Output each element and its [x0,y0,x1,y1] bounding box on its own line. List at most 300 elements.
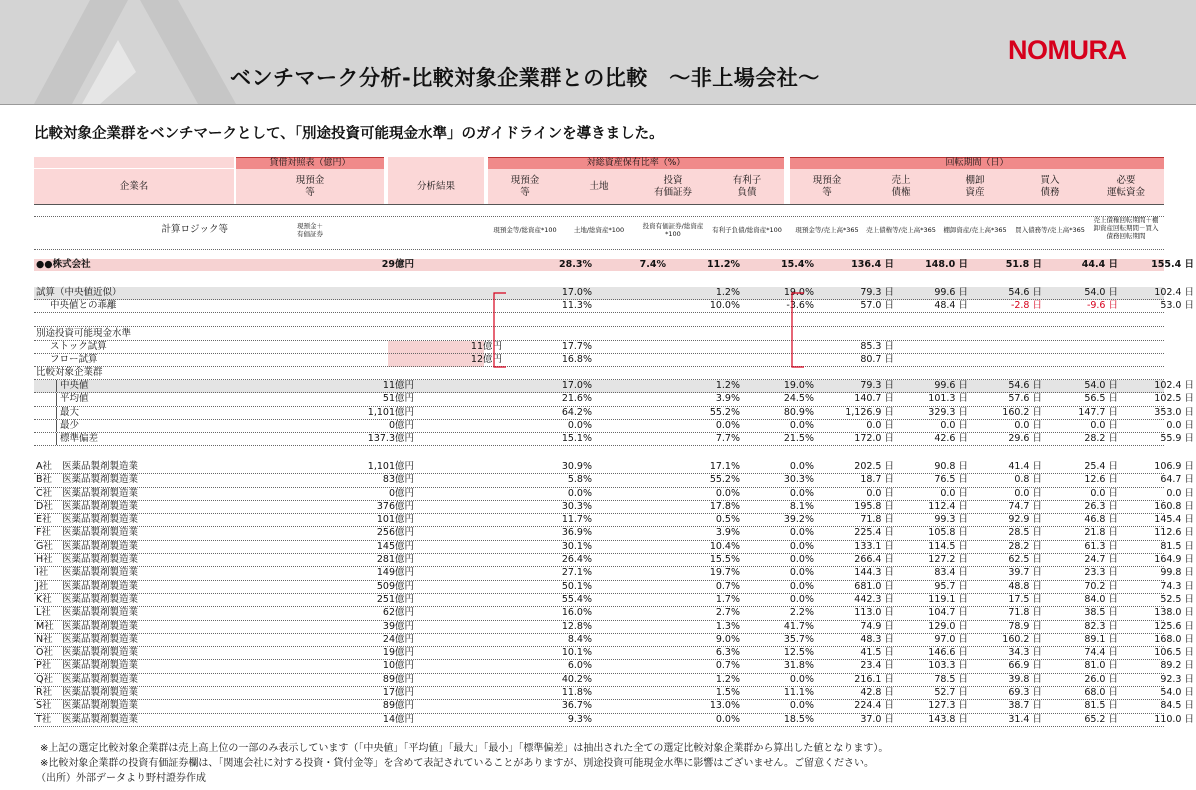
cell-t-inv: 69.3 日 [1008,687,1042,699]
cell-cash: 0億円 [388,487,414,499]
target-r-cash: 28.3% [559,259,592,270]
cell-t-ap: 23.3 日 [1084,567,1118,579]
cell-t-ar: 143.8 日 [928,713,968,725]
dev-t-cash: 57.0 日 [860,300,894,311]
target-t-inv: 51.8 日 [1005,259,1042,270]
cell-t-ar: 101.3 日 [928,393,968,405]
cell-cash: 376億円 [376,500,414,512]
cell-t-cash: 140.7 日 [854,393,894,405]
trial-t-ar: 99.6 日 [934,287,968,298]
cell-t-wc: 110.0 日 [1154,713,1194,725]
cell-t-ap: 0.0 日 [1090,419,1118,431]
stats-block [34,380,1194,446]
cell-r-cash: 6.0% [567,660,592,672]
trial-t-wc: 102.4 日 [1154,287,1194,298]
stat-name: 標準偏差 [60,433,99,445]
cell-cash: 17億円 [382,687,414,699]
cell-t-wc: 74.3 日 [1160,580,1194,592]
company-id: Q社 [36,673,53,685]
company-row [34,620,1194,634]
cell-r-sec: 2.7% [715,607,740,619]
cell-t-ar: 127.3 日 [928,700,968,712]
cell-t-ar: 119.1 日 [928,593,968,605]
cell-t-cash: 216.1 日 [854,673,894,685]
cell-cash: 62億円 [382,607,414,619]
cell-t-ar: 95.7 日 [934,580,968,592]
cell-r-cash: 15.1% [561,433,592,445]
cell-r-debt: 0.0% [789,554,814,566]
footnote-2: ※比較対象企業群の投資有価証券欄は、「関連会社に対する投資・貸付金等」を含めて表記されていることがありますが、別途投資可能現金水準に影響はございません。ご留意ください。 [40,758,874,769]
cell-t-cash: 37.0 日 [860,713,894,725]
cell-t-inv: 41.4 日 [1008,461,1042,472]
cell-t-ar: 76.5 日 [934,474,968,486]
cell-r-cash: 30.1% [561,540,592,552]
cell-r-debt: 12.5% [783,647,814,659]
logic-label: 計算ロジック等 [161,224,228,235]
cell-t-ap: 56.5 日 [1084,393,1118,405]
cell-r-cash: 55.4% [561,593,592,605]
company-industry: 医薬品製剤製造業 [62,647,139,659]
company-row [34,540,1194,554]
cell-cash: 24億円 [382,633,414,645]
cell-r-sec: 0.0% [715,419,740,431]
company-id: D社 [36,500,53,512]
company-id: B社 [36,474,53,486]
stat-row [34,406,1194,420]
target-t-cash: 136.4 日 [851,259,894,270]
cell-t-inv: 0.8 日 [1014,474,1042,486]
cell-t-wc: 164.9 日 [1154,554,1194,566]
cell-t-wc: 102.5 日 [1154,393,1194,405]
cell-t-ap: 54.0 日 [1084,380,1118,391]
cell-t-ap: 24.7 日 [1084,554,1118,566]
target-name: ●●株式会社 [36,259,91,270]
stat-row [34,433,1194,446]
company-row [34,580,1194,594]
cell-r-debt: 18.5% [783,713,814,725]
cell-t-inv: 160.2 日 [1002,406,1042,418]
cell-r-cash: 0.0% [567,419,592,431]
cell-t-wc: 89.2 日 [1160,660,1194,672]
cell-cash: 1,101億円 [367,461,414,472]
cell-cash: 145億円 [376,540,414,552]
company-industry: 医薬品製剤製造業 [62,700,139,712]
cell-t-ar: 99.3 日 [934,514,968,526]
cell-t-inv: 31.4 日 [1008,713,1042,725]
trial-r-cash: 17.0% [561,287,592,298]
peer-name: 比較対象企業群 [36,367,103,378]
cell-t-cash: 79.3 日 [860,380,894,391]
cell-r-cash: 9.3% [567,713,592,725]
cell-t-wc: 125.6 日 [1154,620,1194,632]
company-industry: 医薬品製剤製造業 [62,554,139,566]
cell-t-ap: 61.3 日 [1084,540,1118,552]
company-industry: 医薬品製剤製造業 [62,527,139,539]
cell-r-cash: 30.9% [561,461,592,472]
cell-r-sec: 55.2% [709,406,740,418]
cell-t-ap: 65.2 日 [1084,713,1118,725]
company-id: H社 [36,554,53,566]
cell-t-ap: 74.4 日 [1084,647,1118,659]
cell-cash: 89億円 [382,700,414,712]
cell-t-wc: 106.9 日 [1154,461,1194,472]
target-r-land: 7.4% [639,259,666,270]
cell-t-wc: 92.3 日 [1160,673,1194,685]
companies-block [34,461,1194,727]
cell-t-inv: 29.6 日 [1008,433,1042,445]
company-id: I社 [36,567,49,579]
stock-name: ストック試算 [50,341,107,352]
cell-r-sec: 55.2% [709,474,740,486]
cell-r-sec: 0.7% [715,580,740,592]
company-industry: 医薬品製剤製造業 [62,567,139,579]
cell-r-cash: 26.4% [561,554,592,566]
cell-r-cash: 0.0% [567,487,592,499]
cell-t-ap: 12.6 日 [1084,474,1118,486]
cell-cash: 281億円 [376,554,414,566]
cell-cash: 251億円 [376,593,414,605]
cell-t-ap: 26.3 日 [1084,500,1118,512]
cell-t-wc: 138.0 日 [1154,607,1194,619]
company-row [34,687,1194,700]
company-industry: 医薬品製剤製造業 [62,474,139,486]
company-id: T社 [36,713,52,725]
cell-r-sec: 17.8% [709,500,740,512]
company-row [34,713,1194,727]
cell-t-ar: 99.6 日 [934,380,968,391]
col-analysis: 分析結果 [416,181,455,192]
cell-t-inv: 160.2 日 [1002,633,1042,645]
sep-name: 別途投資可能現金水準 [36,328,132,339]
stock-result: 11億円 [470,341,502,352]
company-id: L社 [36,607,51,619]
cell-r-debt: 0.0% [789,540,814,552]
cell-r-cash: 36.7% [561,700,592,712]
company-row [34,673,1194,687]
deviation-row [34,300,1194,313]
stat-row [34,419,1194,433]
cell-cash: 83億円 [382,474,414,486]
cell-r-debt: 30.3% [783,474,814,486]
logic-t-cash: 現預金等/売上高*365 [795,226,859,234]
cell-t-ar: 42.6 日 [934,433,968,445]
trial-t-cash: 79.3 日 [860,287,894,298]
cell-t-ar: 146.6 日 [928,647,968,659]
ratio-header: 対総資産保有比率（%） [488,157,784,170]
cell-cash: 11億円 [382,380,414,391]
company-row [34,527,1194,540]
cell-r-sec: 6.3% [715,647,740,659]
cell-cash: 39億円 [382,620,414,632]
cell-t-ar: 103.3 日 [928,660,968,672]
col-bs-cash: 現預金 等 [295,175,325,198]
logic-r-land: 土地/総資産*100 [573,226,625,234]
company-id: E社 [36,514,52,526]
cell-r-cash: 12.8% [561,620,592,632]
cell-t-cash: 1,126.9 日 [845,406,894,418]
cell-r-sec: 10.4% [709,540,740,552]
cell-t-cash: 442.3 日 [854,593,894,605]
cell-r-debt: 0.0% [789,419,814,431]
dev-name: 中央値との乖離 [50,300,117,311]
cell-t-cash: 133.1 日 [854,540,894,552]
cell-r-cash: 17.0% [561,380,592,391]
trial-row [34,287,1194,300]
cell-r-cash: 64.2% [561,406,592,418]
trial-r-debt: 19.0% [783,287,814,298]
cell-t-inv: 74.7 日 [1008,500,1042,512]
col-r-sec: 投資 有価証券 [653,175,692,198]
cell-t-ap: 25.4 日 [1084,461,1118,472]
company-id: S社 [36,700,52,712]
cell-r-cash: 8.4% [567,633,592,645]
cell-t-inv: 54.6 日 [1008,380,1042,391]
flow-t-cash: 80.7 日 [860,354,894,365]
dev-t-wc: 53.0 日 [1160,300,1194,311]
target-t-wc: 155.4 日 [1151,259,1194,270]
target-t-ar: 148.0 日 [925,259,968,270]
cell-r-debt: 41.7% [783,620,814,632]
company-industry: 医薬品製剤製造業 [62,713,139,725]
cell-t-inv: 0.0 日 [1014,487,1042,499]
cell-t-wc: 81.5 日 [1160,540,1194,552]
company-row [34,700,1194,713]
stat-name: 平均値 [60,393,89,405]
cell-t-cash: 202.5 日 [854,461,894,472]
cell-t-inv: 0.0 日 [1014,419,1042,431]
stat-name: 中央値 [60,380,89,391]
cell-r-sec: 19.7% [709,567,740,579]
stock-r-cash: 17.7% [561,341,592,352]
company-id: R社 [36,687,53,699]
cell-cash: 10億円 [382,660,414,672]
col-t-wc: 必要 運転資金 [1106,175,1145,198]
cell-r-sec: 0.0% [715,713,740,725]
target-cash: 29億円 [381,259,414,270]
dev-t-ap: -9.6 日 [1086,300,1118,311]
cell-t-cash: 18.7 日 [860,474,894,486]
cell-r-debt: 35.7% [783,633,814,645]
cell-t-ar: 97.0 日 [934,633,968,645]
cell-t-ap: 0.0 日 [1090,487,1118,499]
trial-t-ap: 54.0 日 [1084,287,1118,298]
company-row [34,607,1194,620]
company-row [34,554,1194,567]
cell-r-debt: 2.2% [789,607,814,619]
col-t-inv: 棚卸 資産 [965,175,985,198]
cell-t-ar: 114.5 日 [928,540,968,552]
company-row [34,567,1194,580]
cell-r-sec: 1.3% [715,620,740,632]
stat-name: 最大 [60,406,80,418]
flow-r-cash: 16.8% [561,354,592,365]
dev-r-cash: 11.3% [561,300,592,311]
cell-t-wc: 84.5 日 [1160,700,1194,712]
cell-t-cash: 23.4 日 [860,660,894,672]
cell-r-cash: 36.9% [561,527,592,539]
cell-t-wc: 112.6 日 [1154,527,1194,539]
cell-cash: 14億円 [382,713,414,725]
cell-t-cash: 0.0 日 [866,487,894,499]
cell-r-debt: 21.5% [783,433,814,445]
cell-r-sec: 0.7% [715,660,740,672]
cell-t-inv: 71.8 日 [1008,607,1042,619]
cell-t-cash: 42.8 日 [860,687,894,699]
cell-t-wc: 168.0 日 [1154,633,1194,645]
cell-t-wc: 106.5 日 [1154,647,1194,659]
cell-t-inv: 39.8 日 [1008,673,1042,685]
cell-r-debt: 0.0% [789,461,814,472]
target-r-sec: 11.2% [707,259,740,270]
cell-r-cash: 11.7% [561,514,592,526]
cell-t-inv: 92.9 日 [1008,514,1042,526]
cell-t-ar: 127.2 日 [928,554,968,566]
cell-t-ap: 147.7 日 [1078,406,1118,418]
cell-t-ap: 68.0 日 [1084,687,1118,699]
cell-t-wc: 160.8 日 [1154,500,1194,512]
stock-t-cash: 85.3 日 [860,341,894,352]
trial-name: 試算（中央値近似） [36,287,122,298]
cell-t-ap: 21.8 日 [1084,527,1118,539]
cell-t-cash: 172.0 日 [854,433,894,445]
company-row [34,474,1194,487]
logic-t-inv: 棚卸資産/売上高*365 [943,226,1007,234]
col-r-cash: 現預金 等 [510,175,540,198]
logic-t-ap: 買入債務等/売上高*365 [1015,226,1085,234]
stat-row [34,393,1194,406]
cell-t-cash: 144.3 日 [854,567,894,579]
target-t-ap: 44.4 日 [1081,259,1118,270]
company-id: J社 [36,580,49,592]
company-id: A社 [36,461,52,472]
cell-t-inv: 66.9 日 [1008,660,1042,672]
company-industry: 医薬品製剤製造業 [62,540,139,552]
cell-t-wc: 353.0 日 [1154,406,1194,418]
cell-r-debt: 0.0% [789,673,814,685]
target-row [34,259,1194,271]
company-industry: 医薬品製剤製造業 [62,580,139,592]
cell-t-ap: 81.5 日 [1084,700,1118,712]
logic-t-ar: 売上債権等/売上高*365 [866,226,936,234]
company-industry: 医薬品製剤製造業 [62,500,139,512]
cell-cash: 1,101億円 [367,406,414,418]
company-row [34,660,1194,673]
cell-t-cash: 681.0 日 [854,580,894,592]
peer-row [34,367,1164,380]
nomura-logo: NOMURA [1008,35,1127,65]
logic-r-debt: 有利子負債/総資産*100 [712,226,782,234]
cell-t-inv: 28.5 日 [1008,527,1042,539]
cell-r-cash: 27.1% [561,567,592,579]
cell-t-ap: 38.5 日 [1084,607,1118,619]
cell-t-cash: 0.0 日 [866,419,894,431]
dev-t-inv: -2.8 日 [1010,300,1042,311]
cell-r-sec: 13.0% [709,700,740,712]
cell-t-ar: 52.7 日 [934,687,968,699]
cell-r-debt: 0.0% [789,593,814,605]
col-r-land: 土地 [589,181,609,192]
cell-t-wc: 54.0 日 [1160,687,1194,699]
cell-t-ar: 105.8 日 [928,527,968,539]
logic-bs-cash: 現預金＋ 有価証券 [297,222,323,238]
cell-cash: 137.3億円 [367,433,414,445]
cell-t-wc: 64.7 日 [1160,474,1194,486]
logic-r-cash: 現預金等/総資産*100 [493,226,557,234]
cell-r-cash: 11.8% [561,687,592,699]
cell-r-sec: 0.0% [715,487,740,499]
col-t-ap: 買入 債務 [1040,175,1060,198]
company-row [34,633,1194,647]
col-t-ar: 売上 債権 [891,175,911,198]
cell-t-wc: 52.5 日 [1160,593,1194,605]
company-row [34,461,1194,474]
cell-t-wc: 99.8 日 [1160,567,1194,579]
cell-t-ap: 89.1 日 [1084,633,1118,645]
company-row [34,647,1194,660]
cell-r-sec: 9.0% [715,633,740,645]
dev-r-debt: -3.6% [786,300,814,311]
cell-t-inv: 48.8 日 [1008,580,1042,592]
cell-cash: 19億円 [382,647,414,659]
cell-t-ar: 104.7 日 [928,607,968,619]
bracket-ratio [488,291,508,371]
chevron-decoration [0,0,260,104]
cell-cash: 509億円 [376,580,414,592]
page-title: ベンチマーク分析-比較対象企業群との比較 ～非上場会社～ [230,66,820,90]
company-id: G社 [36,540,53,552]
company-row [34,514,1194,527]
cell-t-cash: 74.9 日 [860,620,894,632]
cell-t-cash: 224.4 日 [854,700,894,712]
subtitle: 比較対象企業群をベンチマークとして、「別途投資可能現金水準」のガイドラインを導きました。 [34,126,664,142]
dev-t-ar: 48.4 日 [934,300,968,311]
footnote-source: （出所）外部データより野村證券作成 [36,773,206,784]
cell-r-sec: 1.2% [715,380,740,391]
cell-t-cash: 225.4 日 [854,527,894,539]
cell-t-cash: 266.4 日 [854,554,894,566]
cell-t-ap: 81.0 日 [1084,660,1118,672]
company-industry: 医薬品製剤製造業 [62,593,139,605]
cell-r-cash: 16.0% [561,607,592,619]
cell-cash: 149億円 [376,567,414,579]
company-industry: 医薬品製剤製造業 [62,673,139,685]
cell-r-sec: 17.1% [709,461,740,472]
company-industry: 医薬品製剤製造業 [62,620,139,632]
company-id: N社 [36,633,53,645]
cell-t-inv: 17.5 日 [1008,593,1042,605]
flow-name: フロー試算 [50,354,98,365]
cell-r-sec: 1.5% [715,687,740,699]
company-id: K社 [36,593,52,605]
company-id: C社 [36,487,53,499]
cell-r-cash: 5.8% [567,474,592,486]
company-row [34,500,1194,514]
cell-cash: 89億円 [382,673,414,685]
flow-result: 12億円 [470,354,502,365]
stat-name: 最少 [60,419,80,431]
company-industry: 医薬品製剤製造業 [62,487,139,499]
cell-t-cash: 41.5 日 [860,647,894,659]
logic-r-sec: 投資有価証券/総資産 *100 [642,222,704,238]
cell-cash: 101億円 [376,514,414,526]
cell-t-cash: 195.8 日 [854,500,894,512]
cell-r-cash: 50.1% [561,580,592,592]
logic-t-wc: 売上債権回転期間＋棚 卸資産回転期間－買入 債務回転期間 [1093,216,1159,240]
cell-r-cash: 30.3% [561,500,592,512]
stat-row [34,380,1194,393]
company-industry: 医薬品製剤製造業 [62,514,139,526]
company-id: O社 [36,647,53,659]
